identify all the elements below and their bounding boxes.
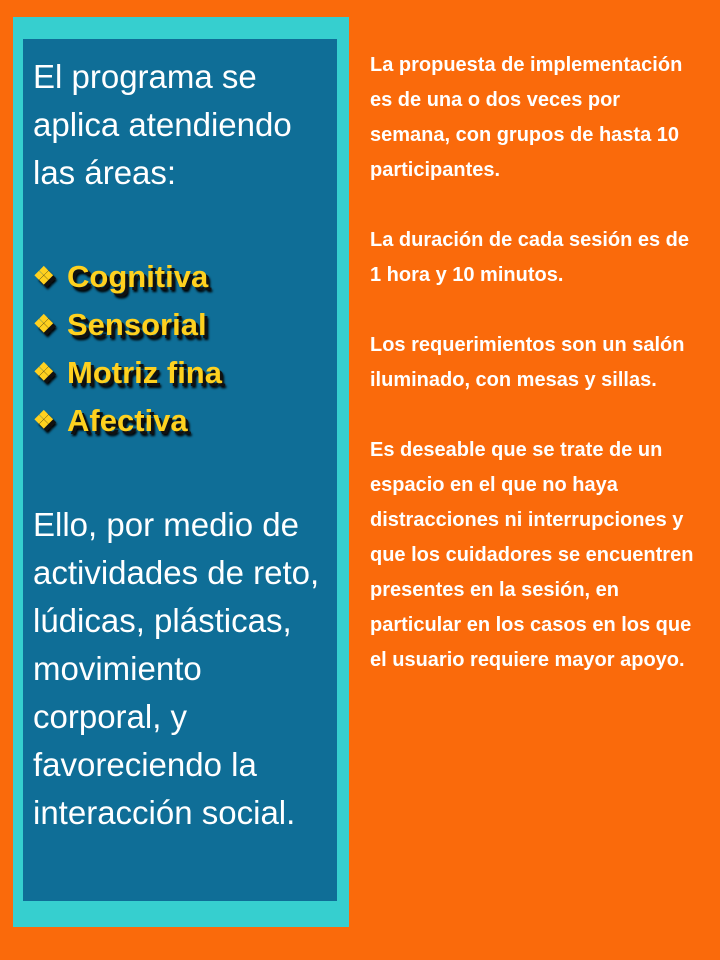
diamond-bullet-icon: ❖	[33, 359, 55, 386]
area-item-sensorial	[33, 301, 222, 349]
paragraph-environment: Es deseable que se trate de un espacio en el que no haya distracciones ni interrupciones y que los cuidadores se encuentren presentes en la sesión, en particular en los casos en los que el usuario requiere mayor apoyo.	[370, 439, 694, 671]
area-item-cognitiva	[33, 253, 222, 301]
right-text-column	[370, 48, 700, 678]
area-label: Afectiva	[67, 403, 188, 438]
area-label: Sensorial	[67, 307, 207, 342]
outro-text: Ello, por medio de actividades de reto, lúdicas, plásticas, movimiento corporal, y favoreciendo la interacción social.	[33, 506, 320, 831]
paragraph-requirements: Los requerimientos son un salón iluminado, con mesas y sillas.	[370, 334, 685, 391]
diamond-bullet-icon: ❖	[33, 263, 55, 290]
diamond-bullet-icon: ❖	[33, 407, 55, 434]
left-panel	[23, 39, 337, 901]
area-label: Motriz fina	[67, 355, 222, 390]
area-label: Cognitiva	[67, 259, 209, 294]
paragraph-duration: La duración de cada sesión es de 1 hora y 10 minutos.	[370, 229, 690, 286]
area-item-afectiva	[33, 397, 222, 445]
area-item-motriz-fina	[33, 349, 222, 397]
paragraph-frequency: La propuesta de implementación es de una o dos veces por semana, con grupos de hasta 10 participantes.	[370, 54, 683, 181]
diamond-bullet-icon: ❖	[33, 311, 55, 338]
intro-text: El programa se aplica atendiendo las áreas:	[33, 58, 292, 191]
areas-list	[33, 253, 222, 445]
